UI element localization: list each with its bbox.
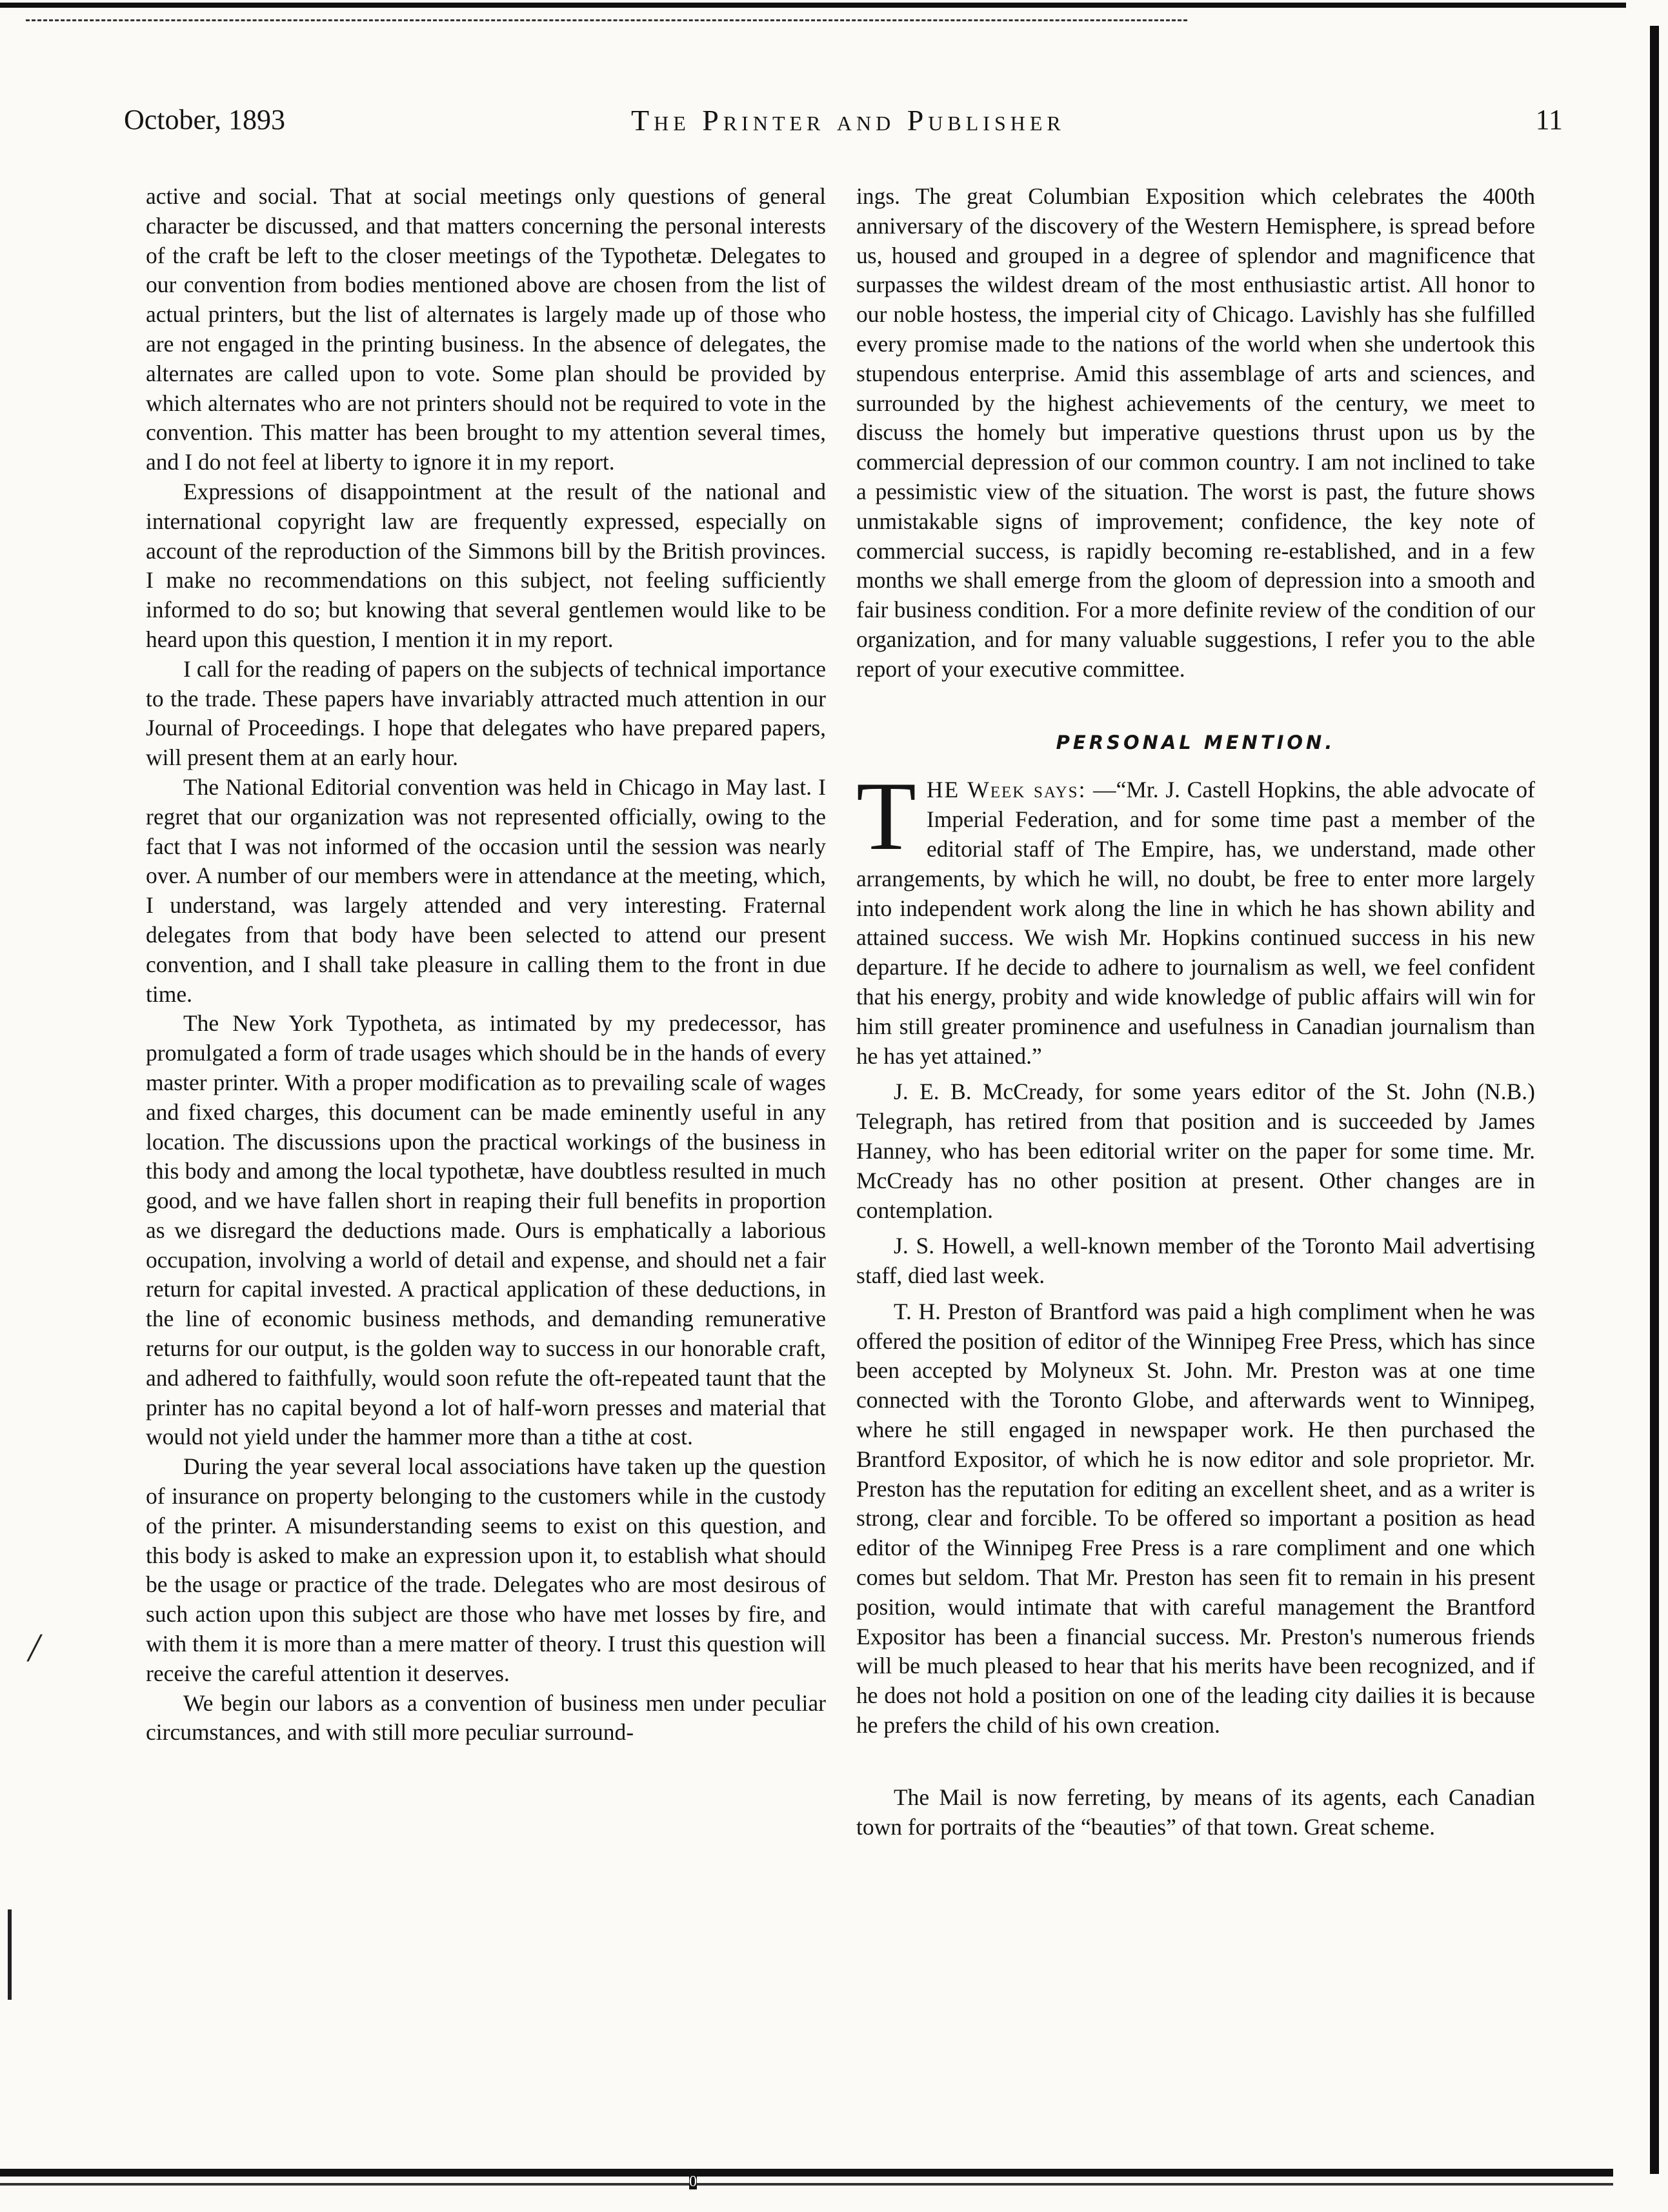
left-column — [146, 182, 826, 1748]
margin-line-mark — [8, 1909, 12, 2000]
paragraph: I call for the reading of papers on the subjects of technical importance to the trade. These papers have invariably attracted much attention in our Journal of Proceedings. I hope that delegates who have prepared papers, will present them at an early hour. — [146, 655, 826, 771]
page-foot-mark: 0 — [689, 2173, 697, 2190]
paragraph: Expressions of disappointment at the result of the national and international copyright law are frequently expressed, especially on account of the reproduction of the Simmons bill by the British provinces. I make no recommendations on this subject, not feeling sufficiently informed to do so; but knowing that several gentlemen would like to be heard upon this question, I mention it in my report. — [146, 478, 826, 652]
bottom-thin-rule — [0, 2183, 1613, 2186]
closing-paragraph: The Mail is now ferreting, by means of its agents, each Canadian town for portraits of the “beauties” of that town. Great scheme. — [856, 1784, 1535, 1840]
paragraph: We begin our labors as a convention of business men under peculiar circumstances, and with still more peculiar surround- — [146, 1689, 826, 1746]
personal-mention: J. E. B. McCready, for some years editor of the St. John (N.B.) Telegraph, has retired from that position and is succeeded by James Hanney, who has been editorial writer on the paper for some time. Mr. McCready has no other position at present. Other changes are in contemplation. — [856, 1079, 1535, 1223]
right-column — [856, 182, 1535, 1842]
paragraph: During the year several local associations have taken up the question of insurance on property belonging to the customers while in the custody of the printer. A misunderstanding seems to exist on this question, and this body is asked to make an expression upon it, to establish what should be the usage or practice of the trade. Delegates who are most desirous of such action upon this subject are those who have met losses by fire, and with them it is more than a mere matter of theory. I trust this question will receive the careful attention it deserves. — [146, 1453, 826, 1686]
drop-cap-letter: T — [856, 762, 916, 871]
paragraph: ings. The great Columbian Exposition which celebrates the 400th anniversary of the discovery of the Western Hemisphere, is spread before us, housed and grouped in a degree of splendor and magnificence that surpasses the wildest dream of the most enthusiastic artist. All honor to our noble hostess, the imperial city of Chicago. Lavishly has she fulfilled every promise made to the nations of the world when she undertook this stupendous enterprise. Amid this assemblage of arts and sciences, and surrounded by the highest achievements of the century, we meet to discuss the homely but imperative questions thrust upon us by the commercial depression of our common country. I am not inclined to take a pessimistic view of the situation. The worst is past, the future shows unmistakable signs of improvement; confidence, the key note of commercial success, is rapidly becoming re-established, and in a few months we shall emerge from the gloom of depression into a smooth and fair business condition. For a more definite review of the condition of our organization, and for many valuable suggestions, I refer you to the able report of your executive committee. — [856, 183, 1535, 682]
paragraph: active and social. That at social meetings only questions of general character be discussed, and that matters concerning the personal interests of the craft be left to the closer meetings of the Typothetæ. Delegates to our convention from bodies mentioned above are chosen from the list of actual printers, but the list of alternates is largely made up of those who are not engaged in the printing business. In the absence of delegates, the alternates are called upon to vote. Some plan should be provided by which alternates who are not printers should not be required to vote in the convention. This matter has been brought to my attention several times, and I do not feel at liberty to ignore it in my report. — [146, 183, 826, 475]
top-dashed-rule — [26, 19, 1187, 23]
publication-title: The Printer and Publisher — [631, 104, 1065, 137]
page-number: 11 — [1535, 104, 1563, 135]
right-page-edge — [1650, 26, 1659, 2174]
page-header — [124, 103, 1563, 148]
section-heading-personal-mention: PERSONAL MENTION. — [1056, 731, 1336, 753]
mention-lead: HE Week says: — [926, 777, 1087, 803]
top-border-rule — [0, 3, 1626, 8]
bottom-border-rule — [0, 2169, 1613, 2177]
margin-bracket-mark: / — [28, 1626, 40, 1670]
mention-body: —“Mr. J. Castell Hopkins, the able advocate of Imperial Federation, and for some time past a member of the editorial staff of The Empire, has, we understand, made other arrangements, by which he will, no doubt, be free to enter more largely into independent work along the line in which he has shown ability and attained success. We wish Mr. Hopkins continued success in his new departure. If he decide to adhere to journalism as well, we feel confident that his energy, probity and wide knowledge of public affairs will win for him still greater prominence and usefulness in Canadian journalism than he has yet attained.” — [856, 777, 1535, 1069]
paragraph: The National Editorial convention was held in Chicago in May last. I regret that our organization was not represented officially, owing to the fact that I was not informed of the occasion until the session was nearly over. A number of our members were in attendance at the meeting, which, I understand, was largely attended and very interesting. Fraternal delegates from that body have been selected to attend our present convention, and I shall take pleasure in calling them to the front in due time. — [146, 773, 826, 1007]
personal-mention: J. S. Howell, a well-known member of the Toronto Mail advertising staff, died last week. — [856, 1233, 1535, 1289]
header-date: October, 1893 — [124, 104, 285, 135]
paragraph: The New York Typotheta, as intimated by my predecessor, has promulgated a form of trade usages which should be in the hands of every master printer. With a proper modification as to prevailing scale of wages and fixed charges, this document can be made eminently useful in any location. The discussions upon the practical workings of the business in this body and among the local typothetæ, have doubtless resulted in much good, and we have fallen short in reaping their full benefits in proportion as we disregard the deductions made. Ours is emphatically a laborious occupation, involving a world of detail and expense, and should net a fair return for capital invested. A practical application of these deductions, in the line of economic business methods, and demanding remunerative returns for our output, is the golden way to success in our honorable craft, and adhered to faithfully, would soon refute the oft-repeated taunt that the printer has no capital beyond a lot of half-worn presses and material that would not yield under the hammer more than a tithe at cost. — [146, 1010, 826, 1450]
personal-mention-first — [856, 762, 1535, 1071]
personal-mention: T. H. Preston of Brantford was paid a high compliment when he was offered the position of editor of the Winnipeg Free Press, which has since been accepted by Molyneux St. John. Mr. Preston was at one time connected with the Toronto Globe, and afterwards went to Winnipeg, where he still engaged in newspaper work. He then purchased the Brantford Expositor, of which he is now editor and sole proprietor. Mr. Preston has the reputation for editing an excellent sheet, and as a writer is strong, clear and forcible. To be offered so important a position as head editor of the Winnipeg Free Press is a rare compliment and one which comes but seldom. That Mr. Preston has seen fit to remain in his present position, would intimate that with careful management the Brantford Expositor has been a financial success. Mr. Preston's numerous friends will be much pleased to hear that his merits have been recognized, and if he does not hold a position on one of the leading city dailies it is because he prefers the child of his own creation. — [856, 1298, 1535, 1739]
